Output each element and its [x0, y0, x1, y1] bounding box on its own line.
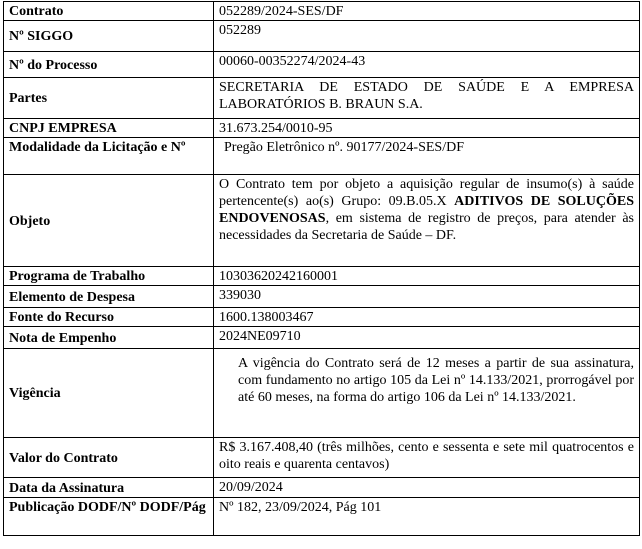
table-row: [4, 308, 640, 327]
objeto-text-bold: ADITIVOS DE SOLUÇÕES ENDOVENOSAS: [219, 194, 634, 226]
row-label-elemento: Elemento de Despesa: [4, 286, 214, 308]
table-row: [4, 498, 640, 536]
row-value-publicacao: Nº 182, 23/09/2024, Pág 101: [214, 498, 640, 536]
row-label-modalidade: Modalidade da Licitação e Nº: [4, 138, 214, 175]
table-row: [4, 478, 640, 498]
row-label-fonte: Fonte do Recurso: [4, 308, 214, 327]
table-row: [4, 267, 640, 286]
row-value-partes: SECRETARIA DE ESTADO DE SAÚDE E A EMPRESA LABORATÓRIOS B. BRAUN S.A.: [214, 78, 640, 119]
row-label-partes: Partes: [4, 78, 214, 119]
row-label-assinatura: Data da Assinatura: [4, 478, 214, 498]
row-label-empenho: Nota de Empenho: [4, 327, 214, 349]
row-value-objeto: [214, 175, 640, 267]
row-value-cnpj: 31.673.254/0010-95: [214, 119, 640, 138]
table-row: [4, 119, 640, 138]
row-value-processo: 00060-00352274/2024-43: [214, 52, 640, 78]
row-label-siggo: Nº SIGGO: [4, 21, 214, 52]
table-row: [4, 349, 640, 438]
table-row: [4, 78, 640, 119]
table-row: [4, 327, 640, 349]
objeto-text-end: , em sistema de registro de preços, para atender às necessidades da Secretaria de Saúde – DF.: [219, 211, 634, 243]
row-label-programa: Programa de Trabalho: [4, 267, 214, 286]
row-value-assinatura: 20/09/2024: [214, 478, 640, 498]
contract-summary-table: [3, 1, 640, 536]
row-label-objeto: Objeto: [4, 175, 214, 267]
row-label-vigencia: Vigência: [4, 349, 214, 438]
objeto-text-start: O Contrato tem por objeto a aquisição regular de insumo(s) à saúde pertencente(s) ao(s) Grupo: 09.B.05.X: [219, 177, 634, 209]
table-row: [4, 438, 640, 478]
row-value-empenho: 2024NE09710: [214, 327, 640, 349]
row-value-elemento: 339030: [214, 286, 640, 308]
row-value-valor: R$ 3.167.408,40 (três milhões, cento e sessenta e sete mil quatrocentos e oito reais e quarenta centavos): [214, 438, 640, 478]
row-label-contrato: Contrato: [4, 2, 214, 21]
table-row: [4, 286, 640, 308]
row-label-processo: Nº do Processo: [4, 52, 214, 78]
row-value-contrato: 052289/2024-SES/DF: [214, 2, 640, 21]
row-value-vigencia: A vigência do Contrato será de 12 meses a partir de sua assinatura, com fundamento no artigo 105 da Lei nº 14.133/2021, prorrogável por até 60 meses, na forma do artigo 106 da Lei nº 14.133/2021.: [214, 349, 640, 438]
table-row: [4, 52, 640, 78]
table-row: [4, 175, 640, 267]
row-label-cnpj: CNPJ EMPRESA: [4, 119, 214, 138]
row-label-publicacao: Publicação DODF/Nº DODF/Pág: [4, 498, 214, 536]
table-row: [4, 21, 640, 52]
table-row: [4, 2, 640, 21]
row-value-fonte: 1600.138003467: [214, 308, 640, 327]
row-label-valor: Valor do Contrato: [4, 438, 214, 478]
row-value-programa: 10303620242160001: [214, 267, 640, 286]
table-row: [4, 138, 640, 175]
row-value-siggo: 052289: [214, 21, 640, 52]
row-value-modalidade: Pregão Eletrônico nº. 90177/2024-SES/DF: [214, 138, 640, 175]
